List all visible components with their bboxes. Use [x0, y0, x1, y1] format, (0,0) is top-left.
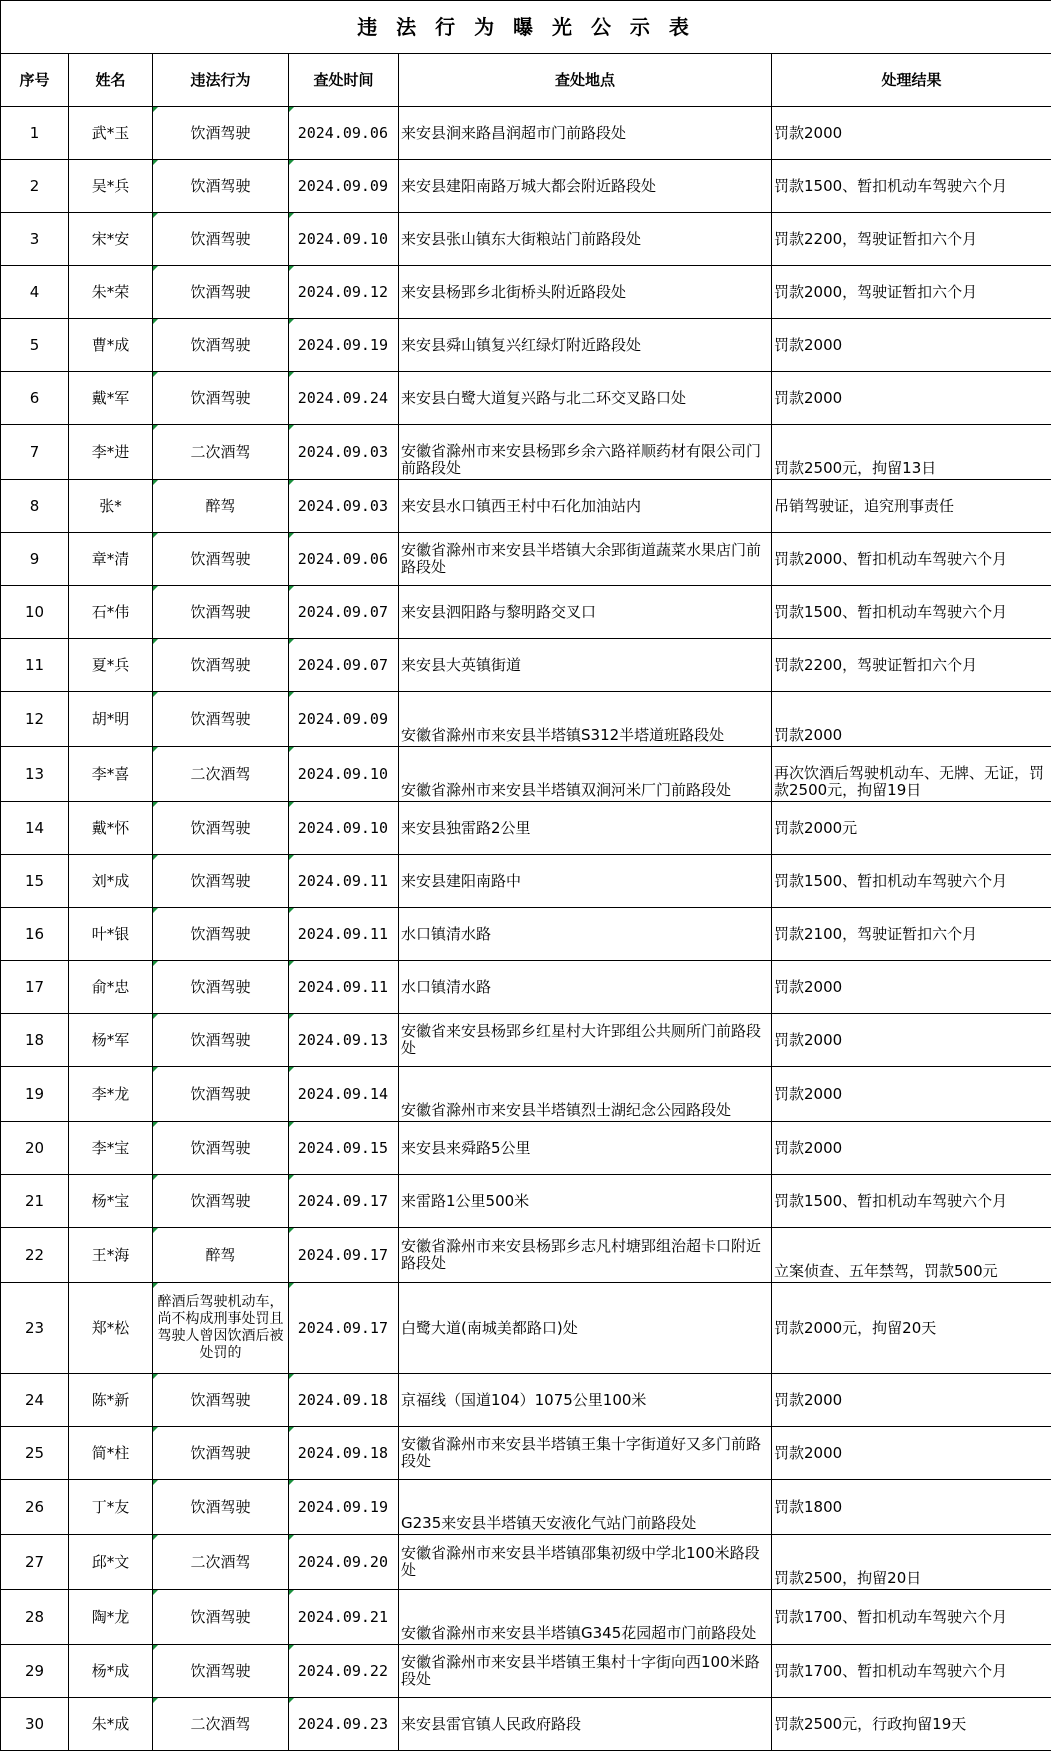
row-number: 5	[1, 319, 69, 372]
violation-date: 2024.09.06	[289, 533, 399, 586]
violation-place: 来安县大英镇街道	[399, 639, 772, 692]
violation-place: 水口镇清水路	[399, 908, 772, 961]
penalty-result: 罚款1500、暂扣机动车驾驶六个月	[772, 160, 1051, 213]
table-row	[1, 1228, 1051, 1283]
violation-place: 白鹭大道(南城美都路口)处	[399, 1283, 772, 1374]
offender-name: 朱*荣	[69, 266, 153, 319]
penalty-result: 罚款2000元	[772, 802, 1051, 855]
offender-name: 李*宝	[69, 1122, 153, 1175]
row-number: 13	[1, 747, 69, 802]
violation-type: 饮酒驾驶	[153, 586, 289, 639]
violation-type: 饮酒驾驶	[153, 107, 289, 160]
violation-type: 饮酒驾驶	[153, 160, 289, 213]
offender-name: 胡*明	[69, 692, 153, 747]
violation-type: 醉驾	[153, 1228, 289, 1283]
violation-date: 2024.09.18	[289, 1374, 399, 1427]
penalty-result: 罚款2000	[772, 372, 1051, 425]
penalty-result: 罚款1800	[772, 1480, 1051, 1535]
penalty-result: 罚款2000	[772, 319, 1051, 372]
penalty-result: 罚款1500、暂扣机动车驾驶六个月	[772, 586, 1051, 639]
penalty-result: 罚款1700、暂扣机动车驾驶六个月	[772, 1645, 1051, 1698]
table-row	[1, 1480, 1051, 1535]
table-row	[1, 1122, 1051, 1175]
violation-type: 饮酒驾驶	[153, 802, 289, 855]
title-row	[1, 1, 1051, 54]
offender-name: 俞*忠	[69, 961, 153, 1014]
offender-name: 石*伟	[69, 586, 153, 639]
violation-place: 来安县独雷路2公里	[399, 802, 772, 855]
violation-place: 来雷路1公里500米	[399, 1175, 772, 1228]
row-number: 3	[1, 213, 69, 266]
offender-name: 丁*友	[69, 1480, 153, 1535]
violation-date: 2024.09.20	[289, 1535, 399, 1590]
penalty-result: 罚款2000	[772, 961, 1051, 1014]
table-row	[1, 1645, 1051, 1698]
row-number: 6	[1, 372, 69, 425]
row-number: 22	[1, 1228, 69, 1283]
table-row	[1, 961, 1051, 1014]
offender-name: 刘*成	[69, 855, 153, 908]
violation-type: 醉驾	[153, 480, 289, 533]
offender-name: 李*龙	[69, 1067, 153, 1122]
offender-name: 曹*成	[69, 319, 153, 372]
violation-date: 2024.09.18	[289, 1427, 399, 1480]
table-row	[1, 480, 1051, 533]
violation-date: 2024.09.09	[289, 692, 399, 747]
violation-type: 醉酒后驾驶机动车，尚不构成刑事处罚且驾驶人曾因饮酒后被处罚的	[153, 1283, 289, 1374]
violation-date: 2024.09.11	[289, 961, 399, 1014]
violation-date: 2024.09.10	[289, 213, 399, 266]
violation-place: 安徽省滁州市来安县半塔镇S312半塔道班路段处	[399, 692, 772, 747]
violation-place: 来安县建阳南路中	[399, 855, 772, 908]
violation-date: 2024.09.13	[289, 1014, 399, 1067]
table-row	[1, 1283, 1051, 1374]
table-row	[1, 425, 1051, 480]
table-row	[1, 1698, 1051, 1751]
penalty-result: 罚款2000	[772, 1374, 1051, 1427]
header-no: 序号	[1, 54, 69, 107]
row-number: 21	[1, 1175, 69, 1228]
violation-type: 饮酒驾驶	[153, 855, 289, 908]
penalty-result: 罚款2500，拘留20日	[772, 1535, 1051, 1590]
offender-name: 宋*安	[69, 213, 153, 266]
violation-place: 安徽省滁州市来安县半塔镇G345花园超市门前路段处	[399, 1590, 772, 1645]
penalty-result: 罚款2500元，行政拘留19天	[772, 1698, 1051, 1751]
violation-date: 2024.09.17	[289, 1175, 399, 1228]
offender-name: 杨*军	[69, 1014, 153, 1067]
violation-place: 安徽省滁州市来安县半塔镇王集村十字街向西100米路段处	[399, 1645, 772, 1698]
violation-type: 饮酒驾驶	[153, 1374, 289, 1427]
violation-place: 安徽省滁州市来安县半塔镇烈士湖纪念公园路段处	[399, 1067, 772, 1122]
table-row	[1, 586, 1051, 639]
violation-place: 安徽省滁州市来安县半塔镇双涧河米厂门前路段处	[399, 747, 772, 802]
penalty-result: 罚款1500、暂扣机动车驾驶六个月	[772, 855, 1051, 908]
table-row	[1, 908, 1051, 961]
header-place: 查处地点	[399, 54, 772, 107]
table-row	[1, 266, 1051, 319]
penalty-result: 罚款2000	[772, 692, 1051, 747]
violation-place: 来安县涧来路昌润超市门前路段处	[399, 107, 772, 160]
penalty-result: 罚款2000	[772, 1122, 1051, 1175]
violation-date: 2024.09.12	[289, 266, 399, 319]
offender-name: 吴*兵	[69, 160, 153, 213]
violation-type: 饮酒驾驶	[153, 908, 289, 961]
violation-type: 饮酒驾驶	[153, 1427, 289, 1480]
table-row	[1, 1374, 1051, 1427]
violation-type: 饮酒驾驶	[153, 533, 289, 586]
offender-name: 陶*龙	[69, 1590, 153, 1645]
violation-type: 饮酒驾驶	[153, 692, 289, 747]
violation-place: 京福线（国道104）1075公里100米	[399, 1374, 772, 1427]
row-number: 12	[1, 692, 69, 747]
table-row	[1, 160, 1051, 213]
violation-date: 2024.09.03	[289, 480, 399, 533]
violation-date: 2024.09.07	[289, 639, 399, 692]
violation-date: 2024.09.09	[289, 160, 399, 213]
violation-place: 来安县雷官镇人民政府路段	[399, 1698, 772, 1751]
table-row	[1, 1067, 1051, 1122]
penalty-result: 罚款1700、暂扣机动车驾驶六个月	[772, 1590, 1051, 1645]
offender-name: 叶*银	[69, 908, 153, 961]
violation-place: 来安县白鹭大道复兴路与北二环交叉路口处	[399, 372, 772, 425]
penalty-result: 吊销驾驶证，追究刑事责任	[772, 480, 1051, 533]
violation-date: 2024.09.22	[289, 1645, 399, 1698]
table-row	[1, 692, 1051, 747]
header-row	[1, 54, 1051, 107]
offender-name: 朱*成	[69, 1698, 153, 1751]
table-row	[1, 1014, 1051, 1067]
offender-name: 戴*军	[69, 372, 153, 425]
penalty-result: 罚款2000，驾驶证暂扣六个月	[772, 266, 1051, 319]
violation-type: 二次酒驾	[153, 1698, 289, 1751]
violation-type: 二次酒驾	[153, 425, 289, 480]
row-number: 20	[1, 1122, 69, 1175]
offender-name: 邱*文	[69, 1535, 153, 1590]
violation-date: 2024.09.07	[289, 586, 399, 639]
offender-name: 夏*兵	[69, 639, 153, 692]
row-number: 30	[1, 1698, 69, 1751]
row-number: 8	[1, 480, 69, 533]
offender-name: 张*	[69, 480, 153, 533]
offender-name: 杨*宝	[69, 1175, 153, 1228]
penalty-result: 罚款2500元，拘留13日	[772, 425, 1051, 480]
violation-date: 2024.09.17	[289, 1228, 399, 1283]
row-number: 17	[1, 961, 69, 1014]
violation-type: 饮酒驾驶	[153, 372, 289, 425]
table-row	[1, 802, 1051, 855]
violation-place: 水口镇清水路	[399, 961, 772, 1014]
penalty-result: 罚款2000	[772, 1014, 1051, 1067]
violation-place: 来安县水口镇西王村中石化加油站内	[399, 480, 772, 533]
violation-place: 来安县泗阳路与黎明路交叉口	[399, 586, 772, 639]
row-number: 18	[1, 1014, 69, 1067]
violation-type: 饮酒驾驶	[153, 1480, 289, 1535]
violation-type: 饮酒驾驶	[153, 1645, 289, 1698]
violation-place: 来安县张山镇东大街粮站门前路段处	[399, 213, 772, 266]
offender-name: 郑*松	[69, 1283, 153, 1374]
table-row	[1, 213, 1051, 266]
table-row	[1, 1427, 1051, 1480]
table-row	[1, 1175, 1051, 1228]
violation-date: 2024.09.17	[289, 1283, 399, 1374]
violation-type: 二次酒驾	[153, 1535, 289, 1590]
violation-type: 饮酒驾驶	[153, 961, 289, 1014]
violation-type: 二次酒驾	[153, 747, 289, 802]
penalty-result: 罚款2000	[772, 1427, 1051, 1480]
row-number: 27	[1, 1535, 69, 1590]
violation-date: 2024.09.23	[289, 1698, 399, 1751]
penalty-result: 立案侦查、五年禁驾，罚款500元	[772, 1228, 1051, 1283]
header-result: 处理结果	[772, 54, 1051, 107]
row-number: 24	[1, 1374, 69, 1427]
row-number: 28	[1, 1590, 69, 1645]
row-number: 15	[1, 855, 69, 908]
offender-name: 简*柱	[69, 1427, 153, 1480]
row-number: 2	[1, 160, 69, 213]
violation-place: G235来安县半塔镇天安液化气站门前路段处	[399, 1480, 772, 1535]
penalty-result: 罚款1500、暂扣机动车驾驶六个月	[772, 1175, 1051, 1228]
header-violation: 违法行为	[153, 54, 289, 107]
offender-name: 李*喜	[69, 747, 153, 802]
row-number: 10	[1, 586, 69, 639]
penalty-result: 罚款2200，驾驶证暂扣六个月	[772, 639, 1051, 692]
violation-place: 安徽省滁州市来安县半塔镇大余郢街道蔬菜水果店门前路段处	[399, 533, 772, 586]
table-row	[1, 1590, 1051, 1645]
violation-place: 来安县杨郢乡北街桥头附近路段处	[399, 266, 772, 319]
violation-date: 2024.09.14	[289, 1067, 399, 1122]
row-number: 4	[1, 266, 69, 319]
violation-type: 饮酒驾驶	[153, 213, 289, 266]
violation-place: 安徽省滁州市来安县半塔镇王集十字街道好又多门前路段处	[399, 1427, 772, 1480]
penalty-result: 罚款2000	[772, 107, 1051, 160]
row-number: 14	[1, 802, 69, 855]
offender-name: 武*玉	[69, 107, 153, 160]
violation-type: 饮酒驾驶	[153, 639, 289, 692]
row-number: 11	[1, 639, 69, 692]
violation-date: 2024.09.21	[289, 1590, 399, 1645]
violation-date: 2024.09.10	[289, 747, 399, 802]
violation-type: 饮酒驾驶	[153, 266, 289, 319]
violation-date: 2024.09.11	[289, 855, 399, 908]
offender-name: 戴*怀	[69, 802, 153, 855]
violation-place: 安徽省滁州市来安县杨郢乡余六路祥顺药材有限公司门前路段处	[399, 425, 772, 480]
offender-name: 杨*成	[69, 1645, 153, 1698]
violation-type: 饮酒驾驶	[153, 1175, 289, 1228]
row-number: 19	[1, 1067, 69, 1122]
violation-place: 来安县舜山镇复兴红绿灯附近路段处	[399, 319, 772, 372]
violation-date: 2024.09.03	[289, 425, 399, 480]
penalty-result: 罚款2200，驾驶证暂扣六个月	[772, 213, 1051, 266]
violation-place: 安徽省滁州市来安县杨郢乡志凡村塘郢组治超卡口附近路段处	[399, 1228, 772, 1283]
violation-date: 2024.09.19	[289, 319, 399, 372]
violation-type: 饮酒驾驶	[153, 319, 289, 372]
violation-date: 2024.09.24	[289, 372, 399, 425]
violation-place: 来安县来舜路5公里	[399, 1122, 772, 1175]
violation-date: 2024.09.10	[289, 802, 399, 855]
penalty-result: 罚款2000、暂扣机动车驾驶六个月	[772, 533, 1051, 586]
penalty-result: 罚款2000	[772, 1067, 1051, 1122]
row-number: 29	[1, 1645, 69, 1698]
violation-place: 安徽省来安县杨郢乡红星村大许郢组公共厕所门前路段处	[399, 1014, 772, 1067]
header-name: 姓名	[69, 54, 153, 107]
offender-name: 王*海	[69, 1228, 153, 1283]
table-row	[1, 855, 1051, 908]
table-row	[1, 639, 1051, 692]
violation-type: 饮酒驾驶	[153, 1067, 289, 1122]
offender-name: 陈*新	[69, 1374, 153, 1427]
row-number: 23	[1, 1283, 69, 1374]
table-row	[1, 319, 1051, 372]
row-number: 1	[1, 107, 69, 160]
row-number: 7	[1, 425, 69, 480]
violation-date: 2024.09.19	[289, 1480, 399, 1535]
violation-type: 饮酒驾驶	[153, 1590, 289, 1645]
offender-name: 李*进	[69, 425, 153, 480]
table-title: 违 法 行 为 曝 光 公 示 表	[1, 1, 1051, 54]
table-row	[1, 107, 1051, 160]
violation-date: 2024.09.11	[289, 908, 399, 961]
violation-place: 来安县建阳南路万城大都会附近路段处	[399, 160, 772, 213]
violation-type: 饮酒驾驶	[153, 1014, 289, 1067]
row-number: 16	[1, 908, 69, 961]
penalty-result: 罚款2100，驾驶证暂扣六个月	[772, 908, 1051, 961]
table-row	[1, 747, 1051, 802]
table-row	[1, 372, 1051, 425]
header-date: 查处时间	[289, 54, 399, 107]
violation-type: 饮酒驾驶	[153, 1122, 289, 1175]
violation-place: 安徽省滁州市来安县半塔镇邵集初级中学北100米路段处	[399, 1535, 772, 1590]
penalty-result: 再次饮酒后驾驶机动车、无牌、无证，罚款2500元，拘留19日	[772, 747, 1051, 802]
violation-date: 2024.09.06	[289, 107, 399, 160]
violation-date: 2024.09.15	[289, 1122, 399, 1175]
table-row	[1, 1535, 1051, 1590]
row-number: 25	[1, 1427, 69, 1480]
row-number: 9	[1, 533, 69, 586]
row-number: 26	[1, 1480, 69, 1535]
offender-name: 章*清	[69, 533, 153, 586]
table-row	[1, 533, 1051, 586]
penalty-result: 罚款2000元，拘留20天	[772, 1283, 1051, 1374]
